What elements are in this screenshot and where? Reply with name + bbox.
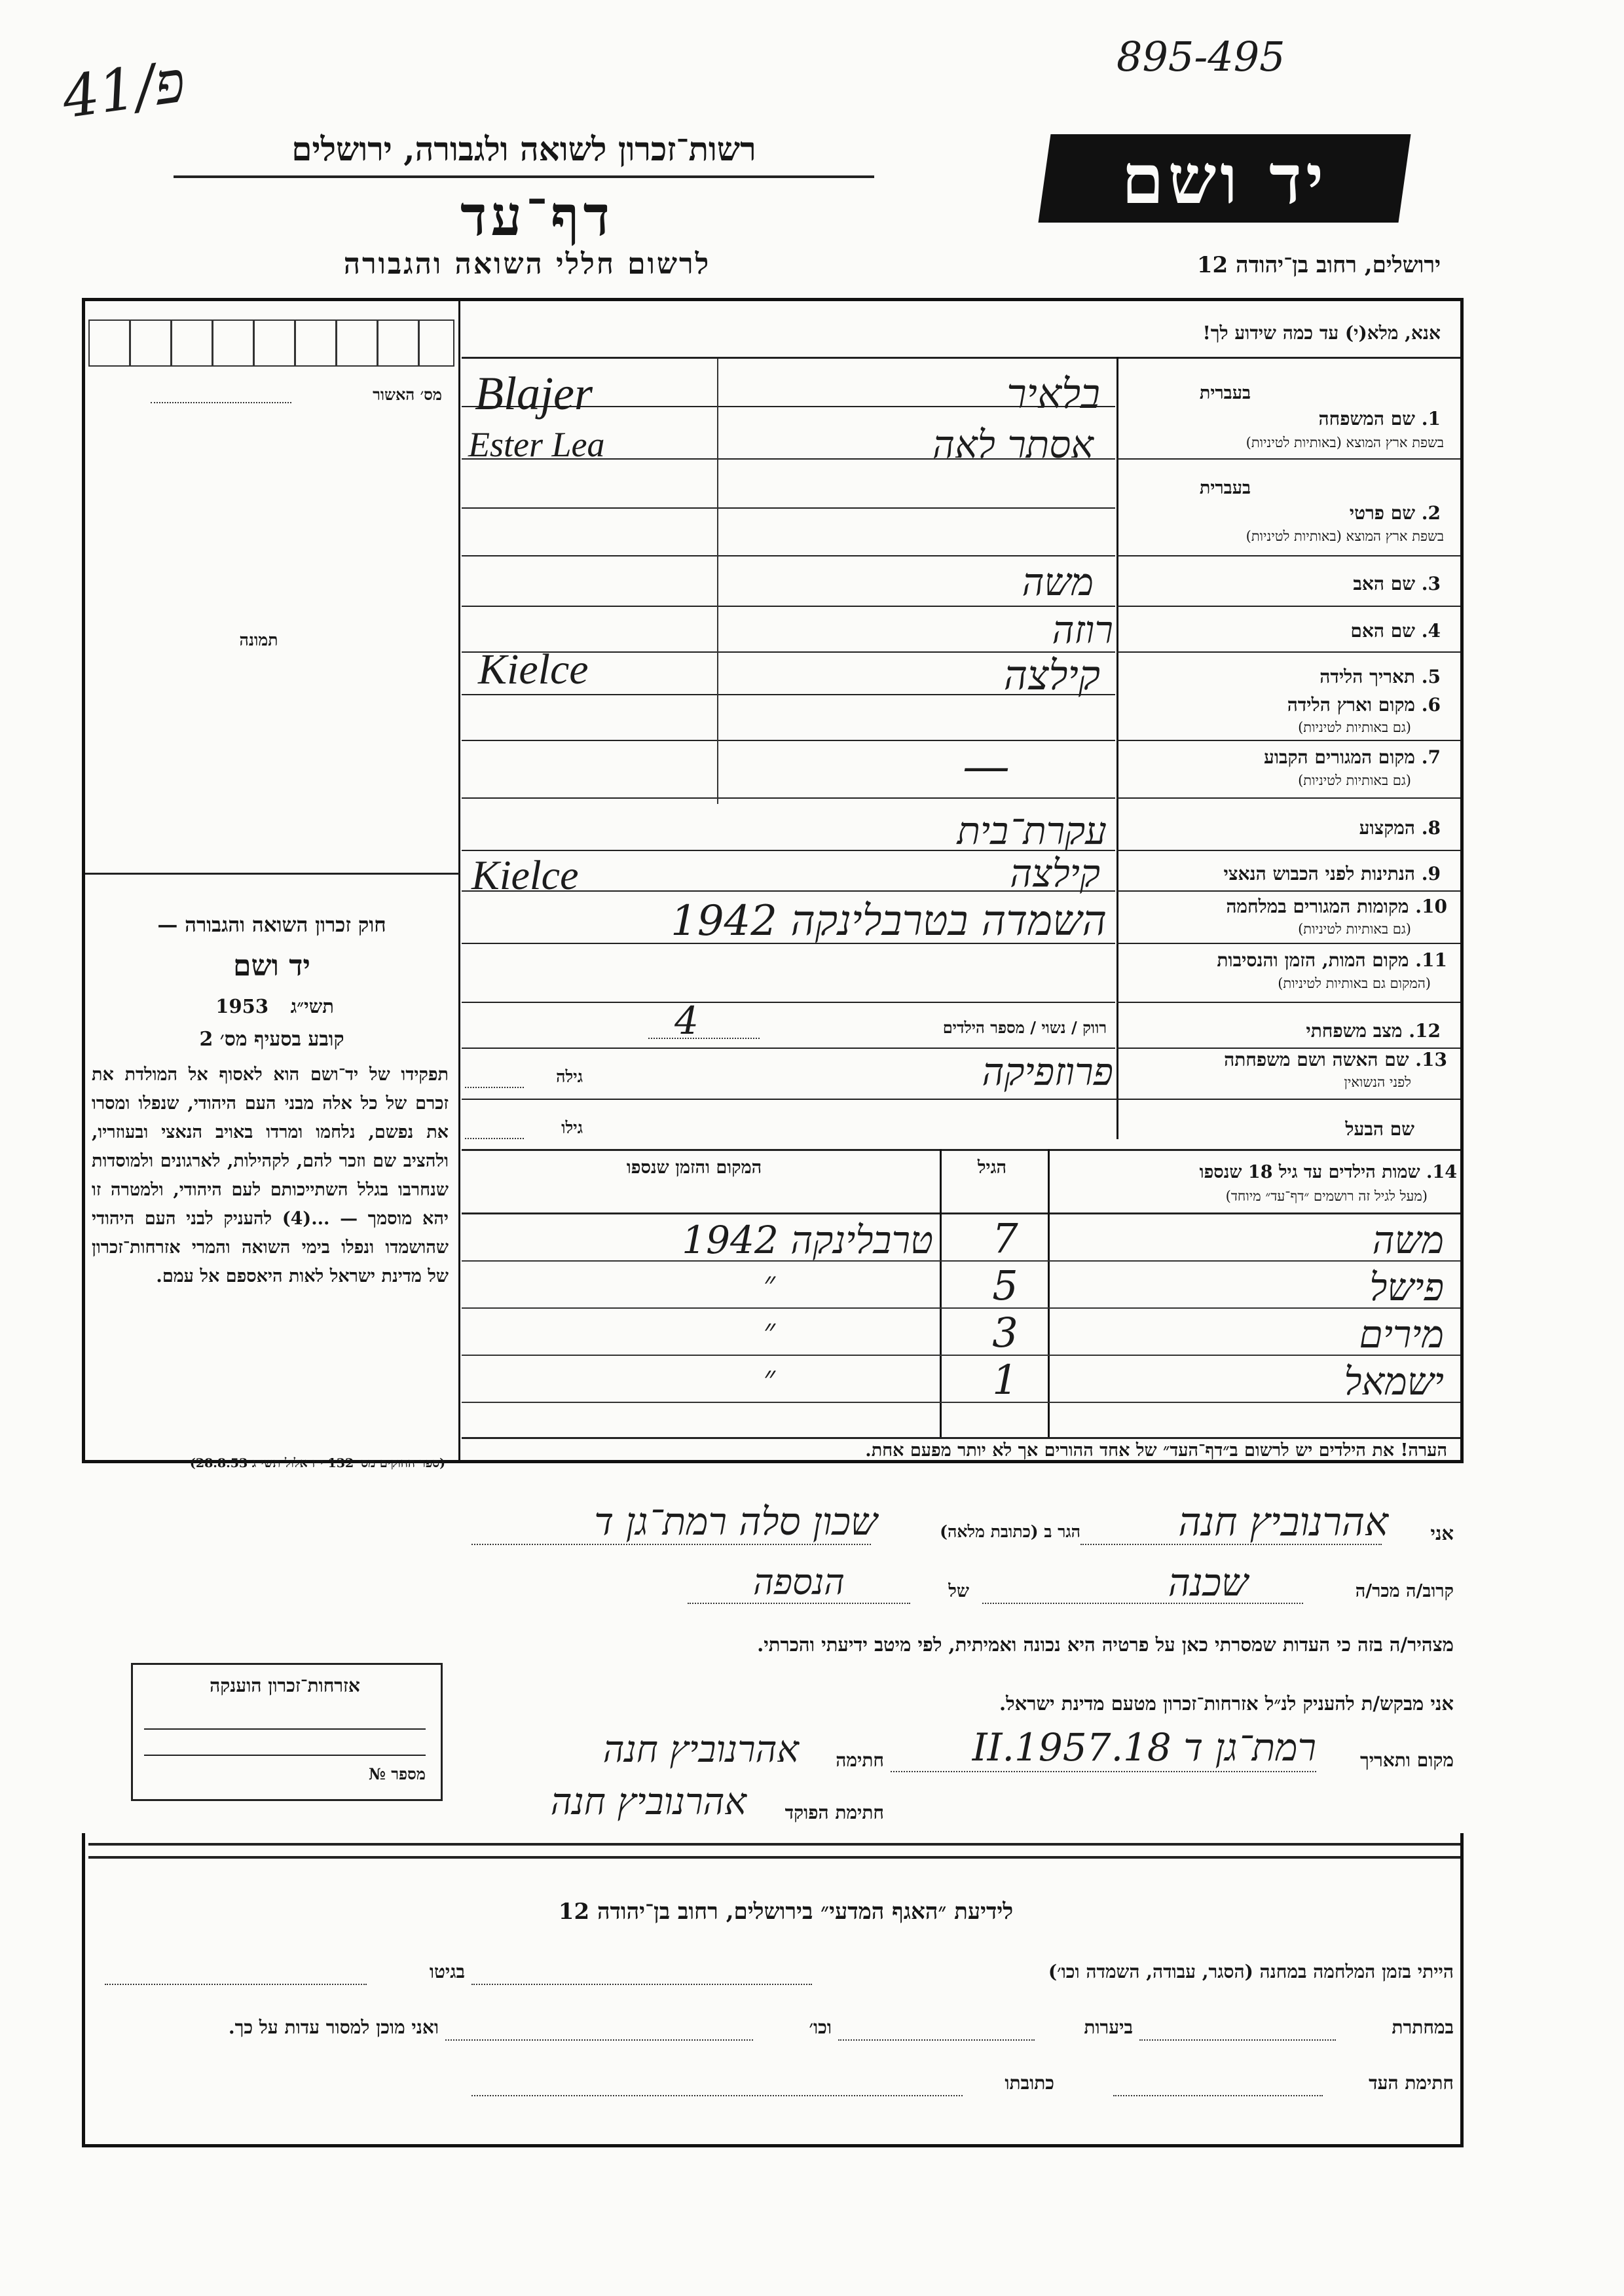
field-1-label: 1. שם המשפחה	[1318, 408, 1441, 429]
field-5-label: 5. תאריך הלידה	[1320, 666, 1441, 687]
field-7-label: 7. מקום המגורים הקבוע	[1264, 746, 1441, 768]
husband-label: שם הבעל	[1345, 1118, 1414, 1140]
signature-label: חתימה	[836, 1749, 884, 1771]
relation-value: שכנה	[1168, 1560, 1249, 1605]
child-name: פישל	[1369, 1265, 1444, 1309]
field-13-label: 13. שם האשה ושם משפחתה	[1224, 1049, 1447, 1070]
declarant-address: שכון סלה רמת־גן ד	[594, 1499, 877, 1544]
field-2-label: 2. שם פרטי	[1349, 502, 1441, 524]
citizenship-request: אני מבקש/ת להעניק לנ״ל אזרחות־זכרון מטעם מדינת ישראל.	[999, 1692, 1454, 1715]
child-name: ישמאל	[1344, 1359, 1444, 1404]
footer-forests-label: ביערות	[1084, 2016, 1133, 2038]
table-row	[462, 1356, 1460, 1403]
in-hebrew-1: בעברית	[1199, 383, 1251, 403]
footer-underground-label: במחתרת	[1392, 2016, 1454, 2038]
child-age: 1	[992, 1356, 1018, 1404]
official-signature-label: חתימת הפוקד	[784, 1802, 884, 1823]
field-5-latin-value: Kielce	[478, 646, 589, 693]
field-6-label: 6. מקום וארץ הלידה	[1287, 694, 1441, 716]
field-10-sub: (גם באותיות לטיניות)	[1298, 921, 1411, 937]
child-name: משה	[1372, 1218, 1444, 1262]
declarant-name: אהרנוביץ חנה	[1178, 1499, 1388, 1545]
declarant-i-label: אני	[1430, 1522, 1454, 1544]
lives-at-label: הגר ב (כתובת מלאה)	[940, 1522, 1080, 1541]
field-5-hebrew-value: קילצה	[1003, 651, 1100, 699]
field-10-label: 10. מקומות המגורים במלחמה	[1226, 896, 1447, 917]
field-1-latin-value: Blajer	[475, 367, 593, 420]
field-12-marital-status: רווק / נשוי / מספר הילדים	[942, 1018, 1107, 1037]
child-age: 5	[992, 1262, 1018, 1309]
field-7-sub: (גם באותיות לטיניות)	[1298, 773, 1411, 788]
field-7-value: —	[963, 738, 1010, 793]
place-date-label: מקום ותאריך	[1359, 1749, 1454, 1771]
field-3-value: משה	[1022, 560, 1094, 604]
footer-ghetto-label: בגיטו	[429, 1961, 465, 1982]
of-label: של	[948, 1581, 969, 1601]
field-14-label: 14. שמות הילדים עד גיל 18 שנספו	[1199, 1162, 1457, 1182]
field-3-label: 3. שם האב	[1353, 573, 1441, 594]
field-4-value: רוזה	[1052, 608, 1113, 652]
child-place: טרבלינקה 1942	[682, 1218, 933, 1262]
field-4-label: 4. שם האם	[1350, 620, 1441, 642]
law-year: 1953	[215, 995, 268, 1017]
official-signature: אהרנוביץ חנה	[550, 1781, 747, 1823]
law-year-hebrew: תשי״ג	[290, 995, 334, 1017]
certificate-no-label: מס׳ האשור	[373, 385, 442, 404]
field-10-value: השמדה בטרבלינקה 1942	[671, 897, 1107, 945]
children-note: הערה! את הילדים יש לרשום ב״דף־העד״ של אחד ההורים אך לא יותר מפעם אחת.	[865, 1440, 1447, 1461]
field-2-sub: בשפת ארץ המוצא (באותיות לטיניות)	[1246, 528, 1444, 544]
law-reference: (ספר החוקים מס׳ 132 י״ז אלול תשי״ג 28.8.53)	[189, 1456, 445, 1470]
intro-text: אנא, מלא(י) עד כמה שידוע לך!	[1202, 322, 1441, 344]
logo-text: יד ושם	[1121, 139, 1328, 219]
cert-boxes	[88, 319, 454, 367]
relative-label: קרוב/ה מכר/ה	[1355, 1581, 1454, 1601]
footer-camp-label: הייתי בזמן המלחמה במחנה (הסגר, עבודה, השמדה וכו׳)	[1048, 1961, 1454, 1982]
field-11-sub: (המקום גם באותיות לטיניות)	[1278, 975, 1431, 991]
law-name: יד ושם	[233, 949, 310, 983]
field-14-sub: (מעל לגיל זה רושמים ״דף־עד״ מיוחד)	[1225, 1188, 1428, 1204]
form-subtitle: לרשום חללי השואה והגבורה	[343, 247, 711, 281]
children-rows	[462, 1214, 1460, 1434]
field-9-latin-value: Kielce	[471, 852, 579, 898]
declarant-signature: אהרנוביץ חנה	[602, 1728, 799, 1771]
in-hebrew-2: בעברית	[1199, 478, 1251, 498]
age-column-header: הגיל	[977, 1157, 1007, 1178]
field-12-children-count: 4	[674, 998, 699, 1043]
child-place: ״	[763, 1359, 776, 1396]
field-13-age-label: גילה	[556, 1067, 583, 1086]
field-1-hebrew-value: בלאיר	[1006, 370, 1100, 418]
top-number: 895-495	[1116, 33, 1285, 81]
law-section: קובע בסעיף מס׳ 2	[199, 1028, 344, 1051]
field-2-latin-value: Ester Lea	[468, 425, 605, 464]
form-title: דף־עד	[460, 183, 614, 248]
child-age: 7	[992, 1214, 1018, 1262]
field-9-hebrew-value: קילצה	[1010, 851, 1100, 896]
place-column-header: המקום והזמן שנספו	[626, 1157, 762, 1178]
footer-witness-signature-label: חתימת העד	[1369, 2072, 1454, 2094]
field-12-label: 12. מצב משפחתי	[1306, 1020, 1441, 1042]
field-1-sub: בשפת ארץ המוצא (באותיות לטיניות)	[1246, 435, 1444, 450]
of-whom-value: הנספה	[753, 1561, 845, 1603]
husband-age-label: גילו	[561, 1118, 583, 1137]
child-name: מירים	[1359, 1312, 1444, 1357]
table-row	[462, 1214, 1460, 1262]
field-8-value: עקרת־בית	[957, 809, 1107, 853]
field-2-hebrew-value: אסתר לאה	[932, 422, 1094, 467]
footer-etc-label: וכו׳	[809, 2016, 832, 2038]
field-8-label: 8. המקצוע	[1359, 817, 1441, 839]
field-13-value: פרוזפיקה	[982, 1049, 1113, 1094]
left-column-divider	[458, 300, 460, 1462]
child-place: ״	[763, 1312, 776, 1349]
footer-address-label: כתובתו	[1005, 2072, 1054, 2094]
table-row	[462, 1309, 1460, 1356]
field-11-label: 11. מקום המות, הזמן והנסיבות	[1217, 949, 1447, 971]
field-9-label: 9. הנתינות לפני הכבוש הנאצי	[1223, 863, 1441, 884]
corner-note: 41/פ	[58, 47, 189, 132]
citizenship-box-number: מספר №	[368, 1764, 426, 1783]
authority-title: רשות־זכרון לשואה ולגבורה, ירושלים	[291, 130, 756, 168]
footer-frame	[82, 1833, 1464, 2147]
citizenship-box-title: אזרחות־זכרון הוענקה	[210, 1675, 360, 1696]
declaration-statement: מצהיר/ה בזה כי העדות שמסרתי כאן על פרטיה היא נכונה ואמיתית, לפי מיטב ידיעתי והכרתי.	[757, 1633, 1454, 1656]
child-place: ״	[763, 1265, 776, 1302]
field-6-sub: (גם באותיות לטיניות)	[1298, 720, 1411, 735]
child-age: 3	[992, 1309, 1018, 1357]
photo-label: תמונה	[239, 630, 278, 649]
law-title: חוק זכרון השואה והגבורה —	[157, 913, 386, 937]
footer-title: לידיעת ״האגף המדעי״ בירושלים, רחוב בן־יהודה 12	[558, 1899, 1014, 1925]
field-13-sub: לפני הנשואין	[1344, 1074, 1411, 1090]
address: ירושלים, רחוב בן־יהודה 12	[1196, 252, 1441, 278]
place-date-value: רמת־גן ד 18.II.1957	[972, 1725, 1316, 1770]
footer-testimony-label: ואני מוכן למסור עדות על כך.	[228, 2016, 439, 2038]
law-text: תפקידו של יד־ושם הוא לאסוף אל המולדת את זכרם של כל אלה מבני העם היהודי, שנפלו ומסרו את נפשם, נלחמו ומרדו באויב הנאצי ובעוזריו, ולהציב שם וזכר להם, לקהילות, לארגונים ולמוסדות שנחרבו בגלל השתייכותם לעם היהודי, ולמטרה זו יהא מוסמך — ...(4) להעניק לבני העם היהודי שהושמדו ונפלו בימי השואה והמרי אזרחות־זכרון של מדינת ישראל לאות היאספם אל עמם.	[92, 1065, 449, 1286]
table-row	[462, 1262, 1460, 1309]
